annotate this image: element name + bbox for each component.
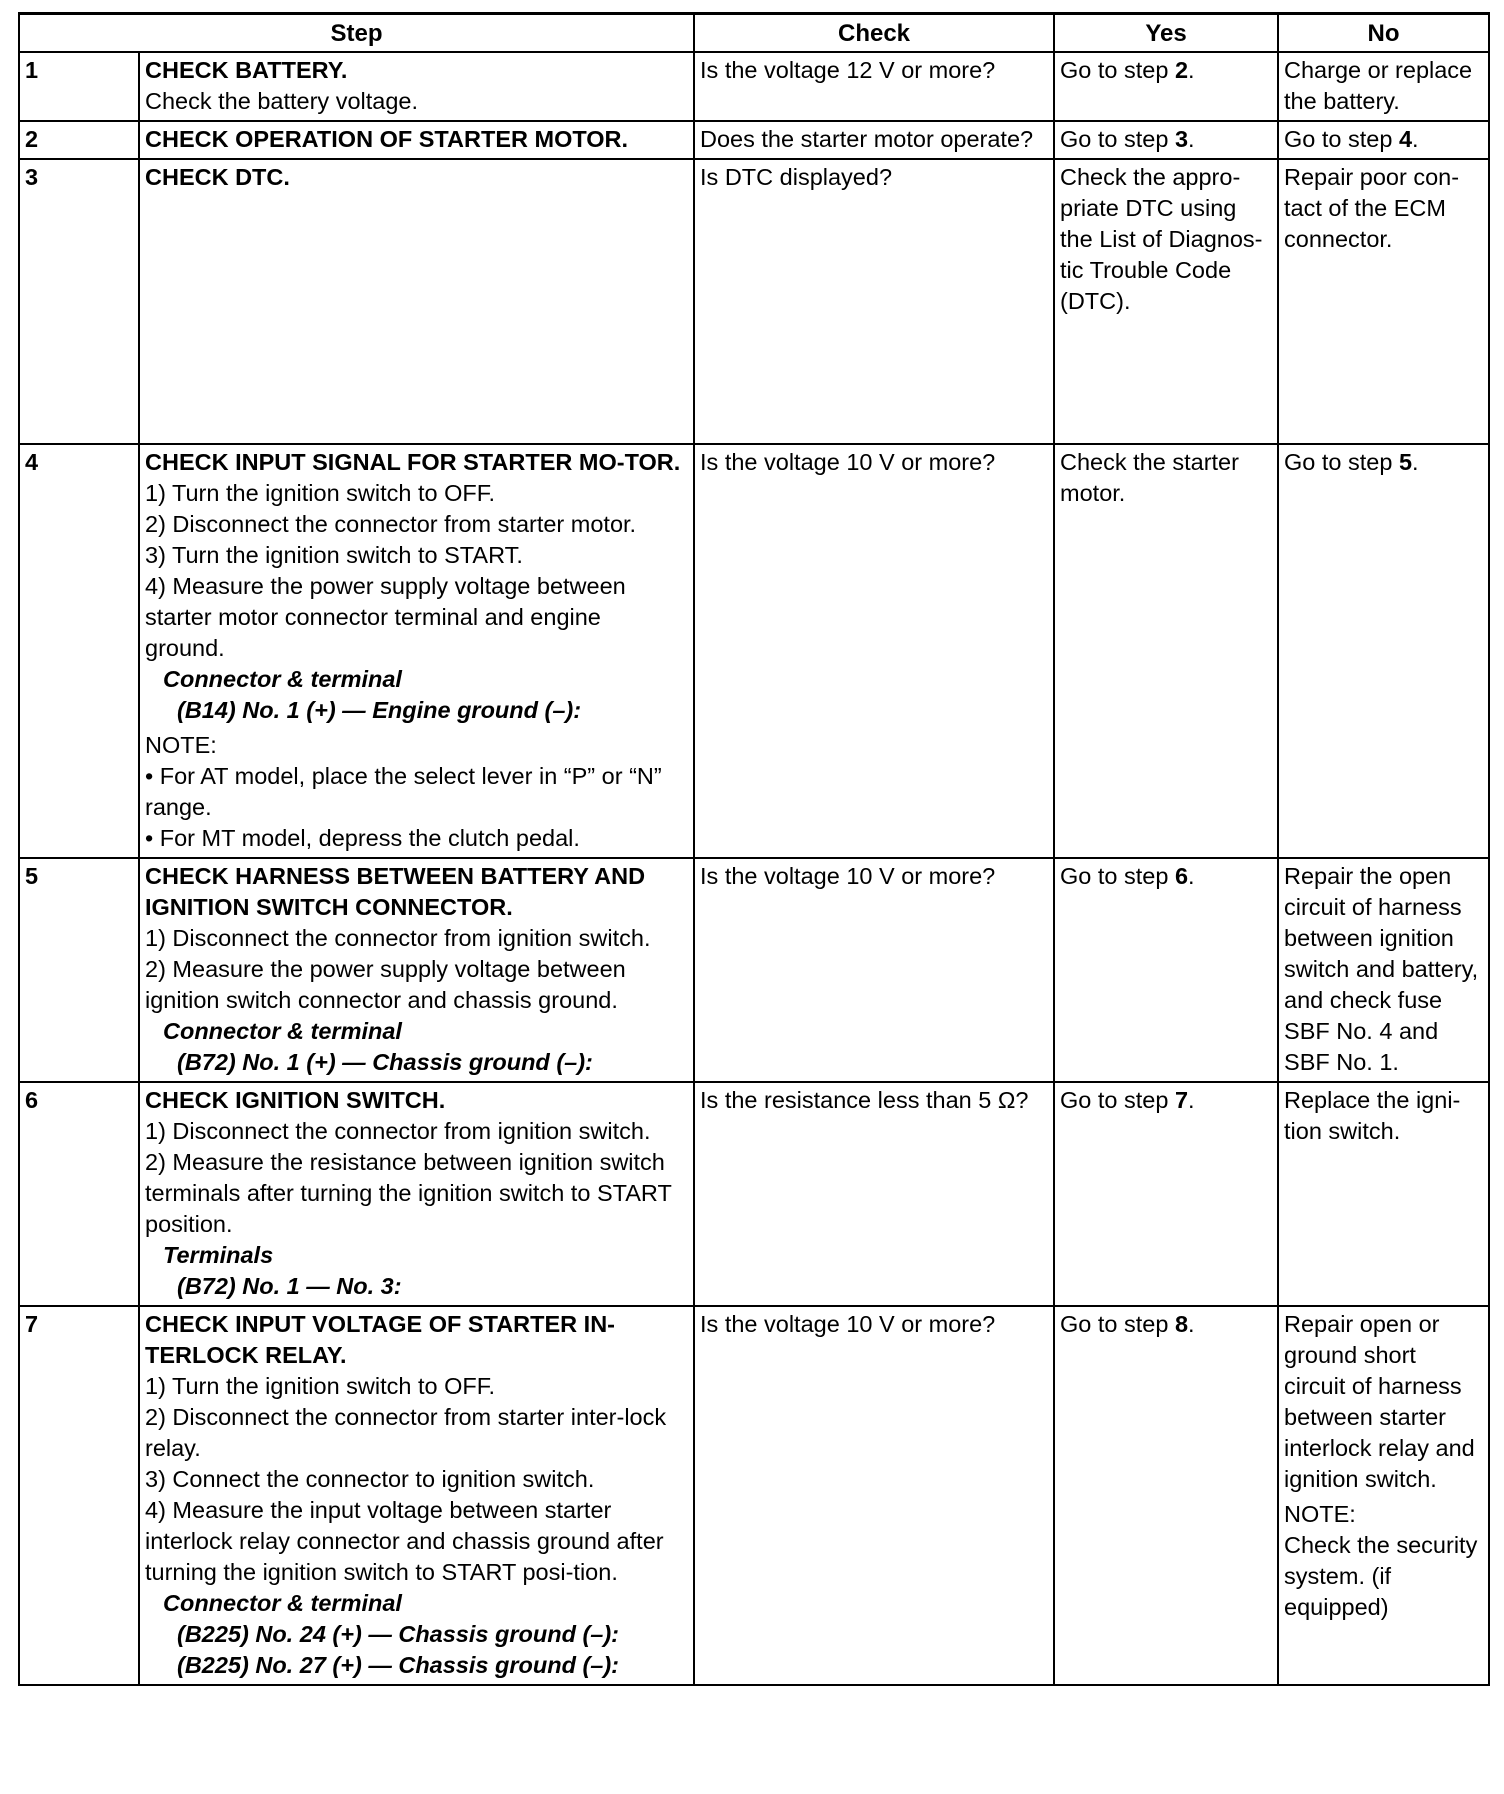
yes-step-ref: 6	[1174, 863, 1189, 889]
table-row	[19, 858, 1489, 1082]
check-cell: Is the voltage 10 V or more?	[694, 1306, 1054, 1685]
yes-step-ref: 3	[1174, 126, 1189, 152]
no-cell	[1278, 444, 1489, 858]
yes-cell	[1054, 858, 1278, 1082]
no-text: Go to step	[1284, 126, 1399, 152]
header-row	[19, 14, 1489, 53]
yes-step-ref: 7	[1174, 1087, 1189, 1113]
step-body-line: 1) Turn the ignition switch to OFF.	[145, 1373, 496, 1399]
header-yes: Yes	[1054, 14, 1278, 53]
step-body-line: 2) Disconnect the connector from starter motor.	[145, 511, 637, 537]
yes-step-ref: 2	[1174, 57, 1189, 83]
step-number: 5	[19, 858, 139, 1082]
yes-cell: Check the appro-priate DTC using the List of Diagnos-tic Trouble Code (DTC).	[1054, 159, 1278, 444]
yes-cell	[1054, 121, 1278, 159]
yes-text: Go to step	[1060, 863, 1175, 889]
step-body-line: Check the battery voltage.	[145, 88, 419, 114]
step-title: CHECK OPERATION OF STARTER MOTOR.	[145, 126, 629, 152]
step-number: 6	[19, 1082, 139, 1306]
yes-text-end: .	[1188, 57, 1195, 83]
step-body-line: 4) Measure the power supply voltage between starter motor connector terminal and engine ground.	[145, 573, 626, 661]
table-row	[19, 1082, 1489, 1306]
step-body-line: 1) Disconnect the connector from ignition switch.	[145, 1118, 651, 1144]
no-cell: Repair poor con-tact of the ECM connector.	[1278, 159, 1489, 444]
connector-terminal: (B225) No. 27 (+) — Chassis ground (–):	[177, 1652, 620, 1678]
table-row	[19, 1306, 1489, 1685]
no-text-end: .	[1412, 449, 1419, 475]
step-title: CHECK HARNESS BETWEEN BATTERY AND IGNITION SWITCH CONNECTOR.	[145, 863, 646, 920]
step-title: CHECK INPUT VOLTAGE OF STARTER IN-TERLOCK RELAY.	[145, 1311, 615, 1368]
step-cell	[139, 444, 694, 858]
yes-text-end: .	[1188, 1311, 1195, 1337]
connector-terminal: (B14) No. 1 (+) — Engine ground (–):	[177, 697, 582, 723]
table-row	[19, 121, 1489, 159]
yes-text: Go to step	[1060, 1311, 1175, 1337]
check-cell: Is DTC displayed?	[694, 159, 1054, 444]
no-cell: Charge or replace the battery.	[1278, 52, 1489, 121]
yes-text: Go to step	[1060, 1087, 1175, 1113]
connector-terminal: (B72) No. 1 (+) — Chassis ground (–):	[177, 1049, 593, 1075]
check-cell: Is the voltage 12 V or more?	[694, 52, 1054, 121]
step-title: CHECK INPUT SIGNAL FOR STARTER MO-TOR.	[145, 449, 681, 475]
yes-cell	[1054, 52, 1278, 121]
no-step-ref: 5	[1398, 449, 1413, 475]
yes-cell	[1054, 1082, 1278, 1306]
yes-text-end: .	[1188, 126, 1195, 152]
step-number: 7	[19, 1306, 139, 1685]
step-number: 3	[19, 159, 139, 444]
yes-text: Go to step	[1060, 57, 1175, 83]
table-row	[19, 159, 1489, 444]
step-title: CHECK DTC.	[145, 164, 290, 190]
connector-heading: Connector & terminal	[163, 666, 402, 692]
yes-cell	[1054, 1306, 1278, 1685]
table-row	[19, 52, 1489, 121]
note-item: Check the security system. (if equipped)	[1284, 1532, 1478, 1620]
no-cell: Replace the igni-tion switch.	[1278, 1082, 1489, 1306]
check-cell: Does the starter motor operate?	[694, 121, 1054, 159]
step-cell	[139, 858, 694, 1082]
step-title: CHECK BATTERY.	[145, 57, 348, 83]
step-body-line: 3) Turn the ignition switch to START.	[145, 542, 523, 568]
check-cell: Is the voltage 10 V or more?	[694, 444, 1054, 858]
header-check: Check	[694, 14, 1054, 53]
diagnostic-table	[18, 12, 1490, 1686]
step-body-line: 1) Turn the ignition switch to OFF.	[145, 480, 496, 506]
connector-heading: Connector & terminal	[163, 1018, 402, 1044]
step-body-line: 2) Measure the resistance between ignition switch terminals after turning the ignition switch to START position.	[145, 1149, 672, 1237]
connector-terminal: (B225) No. 24 (+) — Chassis ground (–):	[177, 1621, 620, 1647]
step-cell	[139, 52, 694, 121]
header-step: Step	[19, 14, 694, 53]
step-cell	[139, 121, 694, 159]
note-item: • For MT model, depress the clutch pedal.	[145, 825, 580, 851]
yes-cell: Check the starter motor.	[1054, 444, 1278, 858]
terminals-heading: Terminals	[163, 1242, 274, 1268]
no-cell	[1278, 1306, 1489, 1685]
step-body-line: 4) Measure the input voltage between starter interlock relay connector and chassis ground after turning the ignition switch to START posi-tion.	[145, 1497, 664, 1585]
step-cell	[139, 1306, 694, 1685]
step-cell	[139, 159, 694, 444]
no-text: Go to step	[1284, 449, 1399, 475]
no-text: Repair open or ground short circuit of harness between starter interlock relay and ignition switch.	[1284, 1311, 1475, 1492]
no-step-ref: 4	[1398, 126, 1413, 152]
check-cell: Is the voltage 10 V or more?	[694, 858, 1054, 1082]
yes-text: Go to step	[1060, 126, 1175, 152]
table-row	[19, 444, 1489, 858]
header-no: No	[1278, 14, 1489, 53]
yes-text-end: .	[1188, 863, 1195, 889]
check-cell: Is the resistance less than 5 Ω?	[694, 1082, 1054, 1306]
yes-text-end: .	[1188, 1087, 1195, 1113]
step-body-line: 3) Connect the connector to ignition switch.	[145, 1466, 595, 1492]
step-cell	[139, 1082, 694, 1306]
step-number: 1	[19, 52, 139, 121]
no-cell	[1278, 121, 1489, 159]
yes-step-ref: 8	[1174, 1311, 1189, 1337]
note-label: NOTE:	[145, 732, 217, 758]
step-body-line: 2) Disconnect the connector from starter inter-lock relay.	[145, 1404, 667, 1461]
step-title: CHECK IGNITION SWITCH.	[145, 1087, 446, 1113]
no-cell: Repair the open circuit of harness between ignition switch and battery, and check fuse SBF No. 4 and SBF No. 1.	[1278, 858, 1489, 1082]
note-item: • For AT model, place the select lever in “P” or “N” range.	[145, 763, 662, 820]
step-body-line: 2) Measure the power supply voltage between ignition switch connector and chassis ground.	[145, 956, 626, 1013]
connector-heading: Connector & terminal	[163, 1590, 402, 1616]
no-text-end: .	[1412, 126, 1419, 152]
step-number: 4	[19, 444, 139, 858]
note-label: NOTE:	[1284, 1501, 1356, 1527]
terminal-pair: (B72) No. 1 — No. 3:	[177, 1273, 402, 1299]
step-number: 2	[19, 121, 139, 159]
step-body-line: 1) Disconnect the connector from ignition switch.	[145, 925, 651, 951]
